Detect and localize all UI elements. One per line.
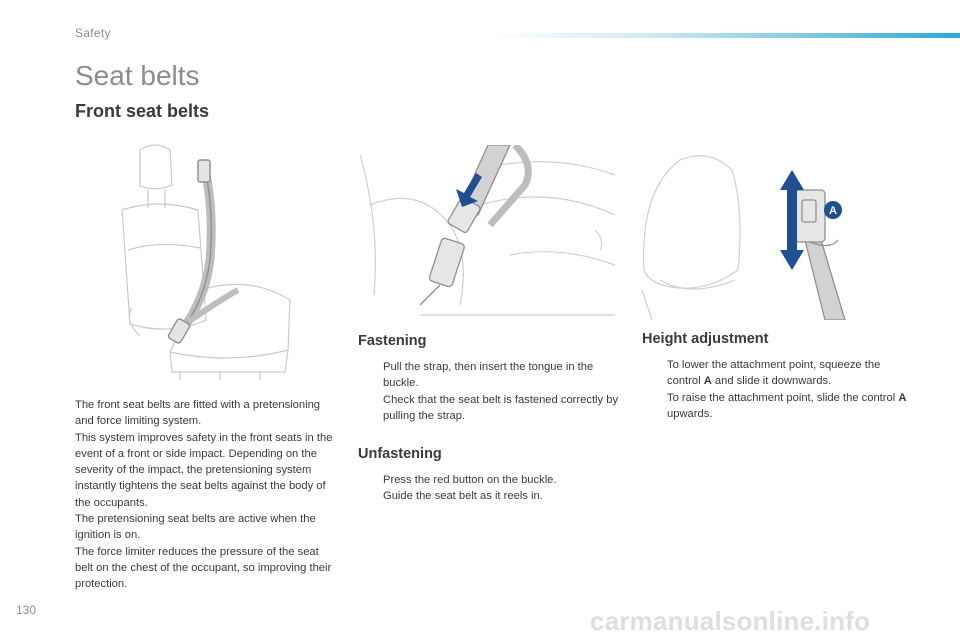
fastening-section [358, 333, 623, 424]
unfastening-list [358, 472, 623, 505]
intro-paragraph: This system improves safety in the front seats in the event of a front or side impact. Depending on the severity of the impact, the pretensioning system instantly tightens the seat belts against the body of the occupants. [75, 431, 333, 509]
list-item: Pull the strap, then insert the tongue in the buckle. [383, 361, 594, 390]
intro-paragraph: The pretensioning seat belts are active when the ignition is on. [75, 513, 316, 542]
list-item: Guide the seat belt as it reels in. [383, 490, 543, 503]
intro-paragraph: The force limiter reduces the pressure of the seat belt on the chest of the occupant, so improving their protection. [75, 545, 332, 591]
list-item: Check that the seat belt is fastened correctly by pulling the strap. [383, 393, 619, 422]
watermark: carmanualsonline.info [590, 606, 871, 636]
height-adjustment-section [642, 331, 912, 422]
unfastening-section [358, 446, 623, 505]
section-label: Safety [75, 26, 111, 40]
list-item: Press the red button on the buckle. [383, 474, 557, 486]
intro-paragraph: The front seat belts are fitted with a pretensioning and force limiting system. [75, 399, 321, 428]
height-adjustment-list [642, 357, 912, 422]
page-title: Seat belts [75, 60, 200, 91]
intro-text [75, 397, 337, 593]
height-adjustment-illustration [640, 150, 855, 320]
list-item: To lower the attachment point, squeeze the control A and slide it downwards. [667, 359, 881, 388]
list-item: To raise the attachment point, slide the control A upwards. [667, 391, 907, 420]
unfastening-heading: Unfastening [358, 446, 442, 462]
fastening-list [358, 359, 623, 424]
section-subtitle: Front seat belts [75, 101, 210, 121]
callout-a-label: A [829, 205, 837, 217]
height-adjustment-heading: Height adjustment [642, 331, 769, 347]
header-accent-bar [488, 33, 960, 38]
seat-illustration [110, 140, 310, 385]
page-number: 130 [16, 603, 37, 617]
fastening-heading: Fastening [358, 333, 427, 349]
fastening-illustration [360, 145, 620, 320]
